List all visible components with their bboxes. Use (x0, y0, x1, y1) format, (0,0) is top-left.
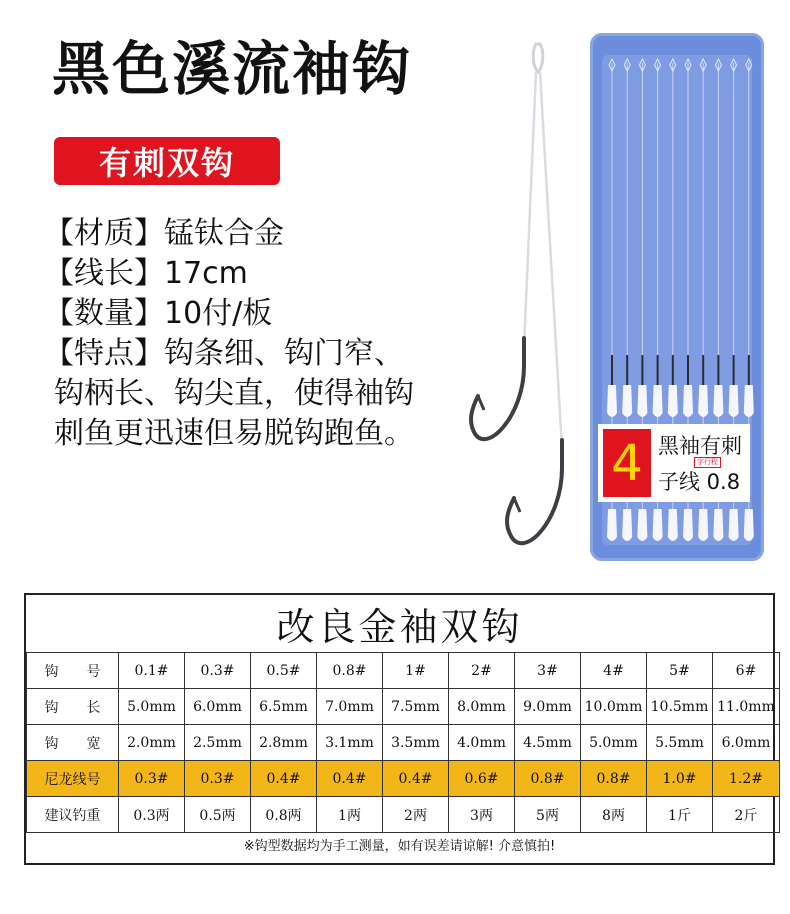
table-cell: 0.8# (317, 653, 383, 689)
table-cell: 6.0mm (185, 689, 251, 725)
spec-quantity-value: 10付/板 (164, 296, 273, 331)
spec-quantity (44, 294, 424, 334)
table-cell: 3# (515, 653, 581, 689)
foam-holder (668, 385, 678, 417)
row-label: 钩 宽 (27, 725, 119, 761)
table-cell: 0.5两 (185, 797, 251, 833)
double-hook-image (440, 36, 580, 561)
table-cell: 2# (449, 653, 515, 689)
package-number: 4 (603, 429, 651, 497)
table-cell: 0.1# (119, 653, 185, 689)
foam-holder (607, 509, 617, 541)
table-cell: 11.0mm (713, 689, 780, 725)
table-cell: 3两 (449, 797, 515, 833)
table-cell: 0.8# (515, 761, 581, 797)
package-line1: 黑袖有刺 (658, 434, 742, 458)
table-cell: 7.0mm (317, 689, 383, 725)
table-cell: 4.0mm (449, 725, 515, 761)
foam-holder (637, 509, 647, 541)
foam-holder (637, 385, 647, 417)
table-cell: 1.2# (713, 761, 780, 797)
foam-holder (668, 509, 678, 541)
table-note: ※钩型数据均为手工测量，如有误差请谅解! 介意慎拍! (243, 839, 556, 854)
table-cell: 2斤 (713, 797, 780, 833)
table-cell: 0.4# (251, 761, 317, 797)
package-label (598, 424, 750, 502)
table-cell: 5.5mm (647, 725, 713, 761)
spec-material (44, 214, 424, 254)
spec-quantity-label: 【数量】 (44, 296, 164, 331)
foam-holder (653, 385, 663, 417)
foam-holder (698, 509, 708, 541)
foam-holder (683, 509, 693, 541)
spec-length (44, 254, 424, 294)
table-cell: 1# (383, 653, 449, 689)
spec-feature-label: 【特点】 (44, 336, 164, 371)
foam-holder (622, 509, 632, 541)
foam-holder (713, 509, 723, 541)
table-cell: 5两 (515, 797, 581, 833)
table-cell: 3.1mm (317, 725, 383, 761)
row-label: 钩 号 (27, 653, 119, 689)
spec-table-grid (26, 652, 780, 833)
table-cell: 0.3两 (119, 797, 185, 833)
table-cell: 6# (713, 653, 780, 689)
table-cell: 1斤 (647, 797, 713, 833)
package-line2: 子线 0.8 (658, 470, 741, 494)
foam-holder (713, 385, 723, 417)
foam-holder (744, 509, 754, 541)
table-cell: 10.5mm (647, 689, 713, 725)
table-cell: 1.0# (647, 761, 713, 797)
row-label: 尼龙线号 (27, 761, 119, 797)
table-cell: 7.5mm (383, 689, 449, 725)
spec-list (44, 214, 424, 454)
table-cell: 0.3# (119, 761, 185, 797)
table-cell: 5# (647, 653, 713, 689)
table-cell: 4# (581, 653, 647, 689)
foam-holder (622, 385, 632, 417)
package-stamp: 字行程 (694, 457, 721, 468)
table-title: 改良金袖双钩 (26, 595, 773, 653)
table-cell: 2.5mm (185, 725, 251, 761)
foam-holder (698, 385, 708, 417)
foam-holder (683, 385, 693, 417)
spec-feature (44, 334, 424, 454)
table-cell: 3.5mm (383, 725, 449, 761)
table-cell: 0.6# (449, 761, 515, 797)
table-cell: 10.0mm (581, 689, 647, 725)
foam-holder (607, 385, 617, 417)
table-cell: 0.8# (581, 761, 647, 797)
spec-feature-value: 钩条细、钩门窄、钩柄长、钩尖直，使得袖钩刺鱼更迅速但易脱钩跑鱼。 (54, 336, 414, 451)
row-label: 钩 长 (27, 689, 119, 725)
foam-holder (744, 385, 754, 417)
table-cell: 5.0mm (581, 725, 647, 761)
table-cell: 0.4# (383, 761, 449, 797)
table-row (27, 689, 780, 725)
table-cell: 6.5mm (251, 689, 317, 725)
table-cell: 0.8两 (251, 797, 317, 833)
table-cell: 5.0mm (119, 689, 185, 725)
spec-material-value: 锰钛合金 (164, 216, 284, 251)
table-cell: 0.3# (185, 653, 251, 689)
table-cell: 1两 (317, 797, 383, 833)
table-row (27, 653, 780, 689)
row-label: 建议钓重 (27, 797, 119, 833)
table-cell: 0.5# (251, 653, 317, 689)
table-cell: 8.0mm (449, 689, 515, 725)
table-cell: 9.0mm (515, 689, 581, 725)
foam-holder (729, 509, 739, 541)
foam-holder (729, 385, 739, 417)
table-cell: 2.8mm (251, 725, 317, 761)
table-cell: 2两 (383, 797, 449, 833)
spec-length-label: 【线长】 (44, 256, 164, 291)
table-cell: 2.0mm (119, 725, 185, 761)
table-row (27, 725, 780, 761)
table-cell: 6.0mm (713, 725, 780, 761)
table-cell: 4.5mm (515, 725, 581, 761)
spec-length-value: 17cm (164, 256, 248, 291)
spec-material-label: 【材质】 (44, 216, 164, 251)
feature-badge: 有刺双钩 (54, 137, 280, 185)
table-cell: 8两 (581, 797, 647, 833)
table-cell: 0.4# (317, 761, 383, 797)
table-row (27, 761, 780, 797)
spec-table (24, 593, 775, 865)
product-title: 黑色溪流袖钩 (52, 35, 413, 103)
foam-holder (653, 509, 663, 541)
table-cell: 0.3# (185, 761, 251, 797)
